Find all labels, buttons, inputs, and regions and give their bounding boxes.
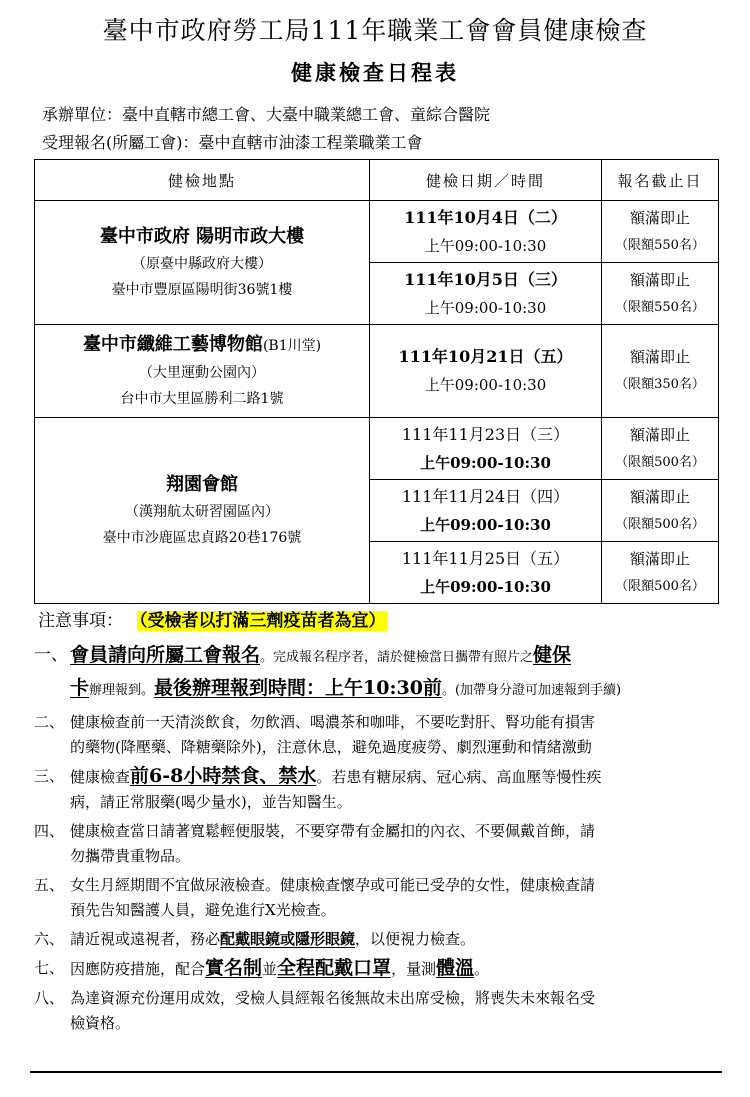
deadline-cell: [602, 480, 719, 542]
location-address: 臺中市豐原區陽明街36號1樓: [111, 281, 293, 298]
note-number: 七、: [34, 959, 65, 977]
note-7: [34, 956, 724, 982]
session-time: 上午09:00-10:30: [424, 376, 547, 394]
registration-line: 受理報名(所屬工會)：臺中直轄市油漆工程業職業工會: [42, 133, 423, 152]
vaccine-highlight: （受檢者以打滿三劑疫苗者為宜）: [139, 611, 386, 631]
session-cell: [370, 542, 602, 604]
session-time: 上午09:00-10:30: [420, 453, 551, 472]
location-name: 臺中市政府 陽明市政大樓: [99, 225, 305, 247]
note-8: [34, 986, 724, 1036]
header-date-time: 健檢日期／時間: [370, 160, 602, 201]
location-address: 台中市大里區勝利二路1號: [120, 390, 284, 407]
note-number: 三、: [34, 767, 65, 785]
note-emphasis: 最後辦理報到時間：上午10:30前: [154, 677, 442, 699]
table-row: [35, 325, 719, 418]
note-text: 。: [474, 960, 490, 978]
deadline-cell: [602, 263, 719, 325]
note-text: 預先告知醫護人員，避免進行X光檢查。: [70, 901, 336, 919]
note-emphasis: 體溫: [436, 957, 475, 979]
location-cell: [35, 201, 370, 325]
note-4: [34, 819, 724, 869]
note-text: 勿攜帶貴重物品。: [70, 847, 191, 865]
table-row: [35, 418, 719, 480]
session-time: 上午09:00-10:30: [420, 515, 551, 534]
note-emphasis: 卡: [70, 677, 90, 699]
note-text: ，以便視力檢查。: [355, 930, 476, 948]
quota-text: （限額500名）: [615, 516, 705, 532]
deadline-cell: [602, 418, 719, 480]
session-date: 111年10月5日（三）: [404, 269, 567, 289]
note-text: 。若患有糖尿病、冠心病、高血壓等慢性疾: [316, 768, 602, 786]
note-2: [34, 710, 724, 760]
note-number: 一、: [34, 645, 68, 665]
note-text: 健康檢查當日請著寬鬆輕便服裝，不要穿帶有金屬扣的內衣、不要佩戴首飾，請: [70, 822, 596, 840]
note-emphasis: 配戴眼鏡或隱形眼鏡: [220, 930, 356, 948]
location-note: （原臺中縣政府大樓）: [132, 255, 272, 272]
note-3: [34, 764, 724, 815]
session-time: 上午09:00-10:30: [424, 298, 547, 317]
quota-text: （限額350名）: [615, 377, 705, 392]
session-cell: [370, 480, 602, 542]
document-subtitle: 健康檢查日程表: [291, 60, 459, 85]
note-number: 四、: [34, 822, 65, 840]
deadline-text: 額滿即止: [629, 487, 690, 506]
location-name: 翔園會館: [166, 473, 238, 495]
note-text: 。完成報名程序者，請於健檢當日攜帶有照片之: [260, 650, 534, 665]
notes-heading: 注意事項：: [38, 611, 123, 631]
session-cell: [370, 325, 602, 418]
note-text: 的藥物(降壓藥、降糖藥除外)，注意休息，避免過度疲勞、劇烈運動和情緒激動: [70, 738, 592, 756]
note-text: 女生月經期間不宜做尿液檢查。健康檢查懷孕或可能已受孕的女性，健康檢查請: [70, 876, 596, 894]
deadline-text: 額滿即止: [629, 208, 690, 227]
session-time: 上午09:00-10:30: [424, 236, 547, 255]
note-text: 辦理報到。: [89, 683, 155, 698]
location-note: （大里運動公園內）: [139, 364, 265, 381]
session-date: 111年11月24日（四）: [401, 486, 570, 506]
note-text: ，量測: [391, 960, 437, 978]
session-time: 上午09:00-10:30: [420, 577, 551, 596]
bottom-divider: [30, 1071, 722, 1073]
session-cell: [370, 418, 602, 480]
note-number: 二、: [34, 713, 65, 731]
organizer-line: 承辦單位：臺中直轄市總工會、大臺中職業總工會、童綜合醫院: [42, 105, 491, 124]
table-header-row: [35, 160, 719, 201]
note-text: 健康檢查: [70, 768, 131, 786]
note-text: 健康檢查前一天清淡飲食，勿飲酒、喝濃茶和咖啡，不要吃對肝、腎功能有損害: [70, 713, 596, 731]
quota-text: （限額550名）: [615, 299, 705, 315]
deadline-text: 額滿即止: [629, 348, 690, 366]
note-text: 請近視或遠視者，務必: [70, 930, 221, 948]
location-name-suffix: (B1川堂): [262, 337, 322, 354]
session-date: 111年10月21日（五）: [398, 347, 573, 366]
location-note: （漢翔航太研習園區內）: [125, 503, 279, 520]
note-1: [34, 640, 724, 706]
location-address: 臺中市沙鹿區忠貞路20巷176號: [102, 529, 302, 546]
note-emphasis: 前6-8小時禁食、禁水: [130, 765, 317, 787]
session-date: 111年11月25日（五）: [401, 548, 570, 568]
session-cell: [370, 201, 602, 263]
schedule-table: [34, 159, 719, 604]
note-text: 因應防疫措施，配合: [70, 960, 206, 978]
session-date: 111年10月4日（二）: [404, 207, 567, 227]
deadline-text: 額滿即止: [629, 270, 690, 289]
quota-text: （限額500名）: [615, 578, 705, 594]
session-cell: [370, 263, 602, 325]
location-name-line: [35, 331, 369, 360]
note-text: 病，請正常服藥(喝少量水)，並告知醫生。: [70, 793, 352, 811]
note-emphasis: 全程配戴口罩: [277, 957, 392, 979]
notes-list: [34, 640, 724, 1040]
document-title: 臺中市政府勞工局111年職業工會會員健康檢查: [102, 16, 648, 45]
location-cell: [35, 418, 370, 604]
note-text: 檢資格。: [70, 1014, 131, 1032]
note-emphasis: 健保: [533, 644, 572, 666]
note-number: 五、: [34, 876, 65, 894]
note-6: [34, 927, 724, 952]
table-row: [35, 201, 719, 263]
note-text: 並: [262, 960, 278, 978]
notes-heading-line: [38, 608, 388, 634]
note-number: 八、: [34, 989, 65, 1007]
note-number: 六、: [34, 930, 65, 948]
header-deadline: 報名截止日: [602, 160, 719, 201]
deadline-text: 額滿即止: [629, 549, 690, 568]
note-5: [34, 873, 724, 923]
quota-text: （限額500名）: [615, 454, 705, 470]
deadline-text: 額滿即止: [629, 425, 690, 444]
note-text: 為達資源充份運用成效，受檢人員經報名後無故未出席受檢，將喪失未來報名受: [70, 989, 596, 1007]
note-emphasis: 實名制: [205, 957, 263, 979]
deadline-cell: [602, 542, 719, 604]
header-location: 健檢地點: [35, 160, 370, 201]
session-date: 111年11月23日（三）: [401, 424, 570, 444]
note-emphasis: 會員請向所屬工會報名: [70, 644, 261, 666]
note-text: 。(加帶身分證可加速報到手續): [441, 683, 622, 698]
quota-text: （限額550名）: [615, 237, 705, 253]
location-name: 臺中市纖維工藝博物館: [82, 333, 263, 355]
deadline-cell: [602, 201, 719, 263]
deadline-cell: [602, 325, 719, 418]
location-cell: [35, 325, 370, 418]
